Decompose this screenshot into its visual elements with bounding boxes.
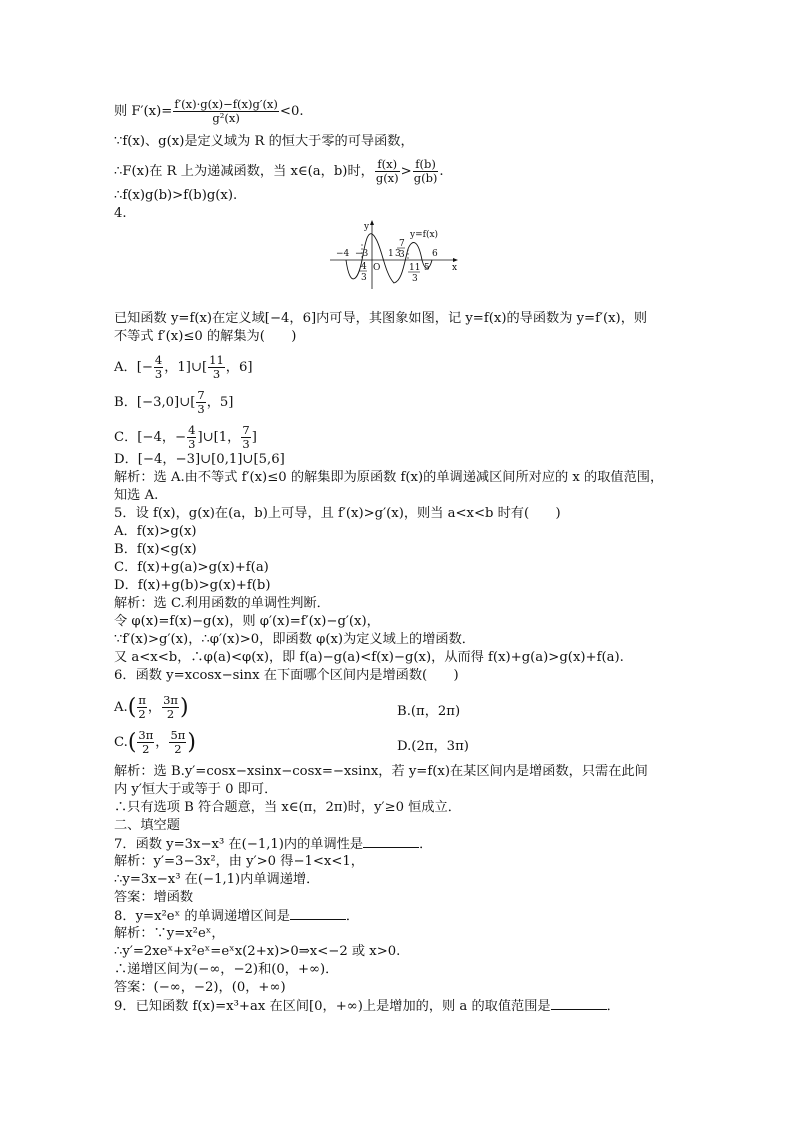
question-9-stem xyxy=(114,998,620,1015)
question-6-solution-1: 解析：选 B.y′=cosx−xsinx−cosx=−xsinx，若 y=f(x)在某区间内是增函数，只需在此间 xyxy=(114,764,648,779)
text: ，6] xyxy=(225,360,253,375)
y-axis-label: y xyxy=(364,222,370,232)
intro-line-3 xyxy=(114,158,444,185)
tick-3: 3 xyxy=(395,249,401,259)
option-c xyxy=(114,424,257,451)
text: A．[− xyxy=(114,360,153,375)
paren: ) xyxy=(187,729,196,755)
option-d: D．f(x)+g(b)>g(x)+f(b) xyxy=(114,578,271,593)
text: ． xyxy=(419,837,433,852)
fraction xyxy=(196,389,205,416)
paren: ) xyxy=(179,694,189,720)
tick-5: 5 xyxy=(424,263,430,273)
text: B．[−3,0]∪[ xyxy=(114,395,196,410)
question-6-solution-2: 内 y′恒大于或等于 0 即可． xyxy=(114,782,278,797)
denominator: g(x) xyxy=(375,171,399,185)
tick-frac-numerator: 11 xyxy=(409,263,421,273)
denominator: 3 xyxy=(212,367,221,381)
question-7-solution-1: 解析：y′=3−3x²，由 y′>0 得−1<x<1， xyxy=(114,854,364,869)
question-7-answer: 答案：增函数 xyxy=(114,890,194,905)
question-4-stem-2: 不等式 f′(x)≤0 的解集为( ) xyxy=(114,329,297,344)
fraction xyxy=(208,354,225,381)
denominator: g(b) xyxy=(413,171,438,185)
text: ]∪[1， xyxy=(197,430,241,445)
question-8-answer: 答案：(−∞，−2)，(0，+∞) xyxy=(114,980,286,995)
tick-frac-numerator: 7 xyxy=(399,239,405,249)
option-a: A．f(x)>g(x) xyxy=(114,524,197,539)
tick-frac-denominator: 3 xyxy=(399,250,405,260)
text: ， xyxy=(147,700,162,715)
denominator: 2 xyxy=(138,707,146,721)
text: ，1]∪[ xyxy=(164,360,208,375)
option-c xyxy=(114,729,196,756)
option-b: B．f(x)<g(x) xyxy=(114,542,197,557)
option-b: B.(π，2π) xyxy=(397,704,461,719)
text: ∴F(x)在 R 上为递减函数，当 x∈(a，b)时， xyxy=(114,164,374,179)
denominator: g²(x) xyxy=(212,111,240,125)
fraction xyxy=(162,694,179,721)
question-5-solution-3: ∵f′(x)>g′(x)，∴φ′(x)>0，即函数 φ(x)为定义域上的增函数． xyxy=(114,632,475,647)
question-5-solution-4: 又 a<x<b，∴φ(a)<φ(x)，即 f(a)−g(a)<f(x)−g(x)，从而得 f(x)+g(a)>g(x)+f(a). xyxy=(114,650,624,665)
intro-line-4: ∴f(x)g(b)>f(b)g(x). xyxy=(114,188,238,203)
text: 则 F′(x)= xyxy=(114,104,173,119)
question-4-number: 4. xyxy=(114,206,127,221)
tick-frac-denominator: 3 xyxy=(361,273,367,283)
denominator: 3 xyxy=(154,367,163,381)
function-graph-figure xyxy=(328,219,460,291)
text: 7．函数 y=3x−x³ 在(−1,1)内的单调性是 xyxy=(114,837,364,852)
paren: ( xyxy=(127,694,137,720)
x-axis-arrow xyxy=(453,258,458,262)
option-d: D．[−4，−3]∪[0,1]∪[5,6] xyxy=(114,452,285,467)
curve-label: y=f(x) xyxy=(410,230,439,240)
fraction xyxy=(413,158,439,185)
derivative-line xyxy=(114,98,304,125)
tick-minus-3: −3 xyxy=(355,249,369,259)
denominator: 2 xyxy=(142,742,150,756)
question-8-solution-2: ∴y′=2xeˣ+x²eˣ=eˣx(2+x)>0⇒x<−2 或 x>0. xyxy=(114,944,401,959)
text: 9．已知函数 f(x)=x³+ax 在区间[0，+∞)上是增加的，则 a 的取值范围是 xyxy=(114,999,551,1014)
tick-frac-denominator: 3 xyxy=(412,274,418,284)
numerator: f(x) xyxy=(375,158,400,172)
text: <0. xyxy=(279,104,304,119)
question-4-solution-1: 解析：选 A.由不等式 f′(x)≤0 的解集即为原函数 f(x)的单调递减区间所对应的 x 的取值范围， xyxy=(114,470,664,485)
question-5-solution-1: 解析：选 C.利用函数的单调性判断． xyxy=(114,596,330,611)
numerator: 3π xyxy=(138,728,154,742)
option-c: C．f(x)+g(a)>g(x)+f(a) xyxy=(114,560,269,575)
question-8-solution-1: 解析：∵y=x²eˣ， xyxy=(114,926,225,941)
option-a xyxy=(114,354,253,381)
numerator: f′(x)·g(x)−f(x)g′(x) xyxy=(174,97,278,111)
numerator: 5π xyxy=(170,728,186,742)
numerator: 4 xyxy=(188,423,196,437)
text: A. xyxy=(114,700,128,715)
question-5-stem: 5．设 f(x)，g(x)在(a，b)上可导，且 f′(x)>g′(x)，则当 a<x<b 时有( ) xyxy=(114,506,561,521)
denominator: 2 xyxy=(174,742,182,756)
question-6-solution-3: ∴只有选项 B 符合题意，当 x∈(π，2π)时，y′≥0 恒成立． xyxy=(114,800,461,815)
section-title: 二、填空题 xyxy=(114,818,180,833)
answer-blank xyxy=(551,998,607,1010)
x-axis-label: x xyxy=(452,263,458,273)
numerator: π xyxy=(138,693,146,707)
denominator: 3 xyxy=(188,437,196,451)
fraction xyxy=(187,424,196,451)
y-axis-arrow xyxy=(370,220,374,225)
text: > xyxy=(400,164,412,179)
question-7-stem xyxy=(114,836,432,853)
answer-blank xyxy=(363,836,419,848)
tick-minus-4: −4 xyxy=(336,249,350,259)
denominator: 2 xyxy=(166,707,175,721)
numerator: 4 xyxy=(154,353,163,367)
text: C. xyxy=(114,735,128,750)
question-8-solution-3: ∴递增区间为(−∞，−2)和(0，+∞)． xyxy=(114,962,339,977)
origin-label: O xyxy=(373,263,381,273)
numerator: 3π xyxy=(163,693,178,707)
numerator: f(b) xyxy=(413,158,439,172)
question-4-stem-1: 已知函数 y=f(x)在定义域[−4，6]内可导，其图象如图，记 y=f(x)的导函数为 y=f′(x)，则 xyxy=(114,311,648,326)
question-7-solution-2: ∴y=3x−x³ 在(−1,1)内单调递增． xyxy=(114,872,320,887)
intro-line-2: ∵f(x)、g(x)是定义域为 R 的恒大于零的可导函数， xyxy=(114,134,414,149)
tick-6: 6 xyxy=(432,249,438,259)
numerator: 7 xyxy=(197,388,205,402)
tick-frac-numerator: 4 xyxy=(361,262,367,272)
numerator: 7 xyxy=(242,423,250,437)
option-d: D.(2π，3π) xyxy=(397,739,469,754)
fraction xyxy=(137,694,147,721)
fraction xyxy=(173,98,279,125)
option-b xyxy=(114,389,233,416)
fraction xyxy=(154,354,163,381)
paren: ( xyxy=(127,729,137,755)
text: ，5] xyxy=(206,395,234,410)
fraction xyxy=(241,424,250,451)
text: ， xyxy=(155,735,169,750)
text: ] xyxy=(251,430,257,445)
denominator: 3 xyxy=(197,402,205,416)
fraction xyxy=(375,158,400,185)
text: . xyxy=(439,164,444,179)
answer-blank xyxy=(290,908,346,920)
text: 8．y=x²eˣ 的单调递增区间是 xyxy=(114,909,290,924)
numerator: 11 xyxy=(209,353,224,367)
fraction xyxy=(137,729,154,756)
text: ． xyxy=(345,909,360,924)
fraction xyxy=(169,729,186,756)
question-6-stem: 6．函数 y=xcosx−sinx 在下面哪个区间内是增函数( ) xyxy=(114,668,459,683)
question-8-stem xyxy=(114,908,359,925)
denominator: 3 xyxy=(242,437,250,451)
question-5-solution-2: 令 φ(x)=f(x)−g(x)，则 φ′(x)=f′(x)−g′(x)， xyxy=(114,614,380,629)
text: C．[−4，− xyxy=(114,430,187,445)
option-a xyxy=(114,694,189,721)
question-4-solution-2: 知选 A. xyxy=(114,488,159,503)
text: ． xyxy=(606,999,620,1014)
tick-1: 1 xyxy=(388,249,394,259)
